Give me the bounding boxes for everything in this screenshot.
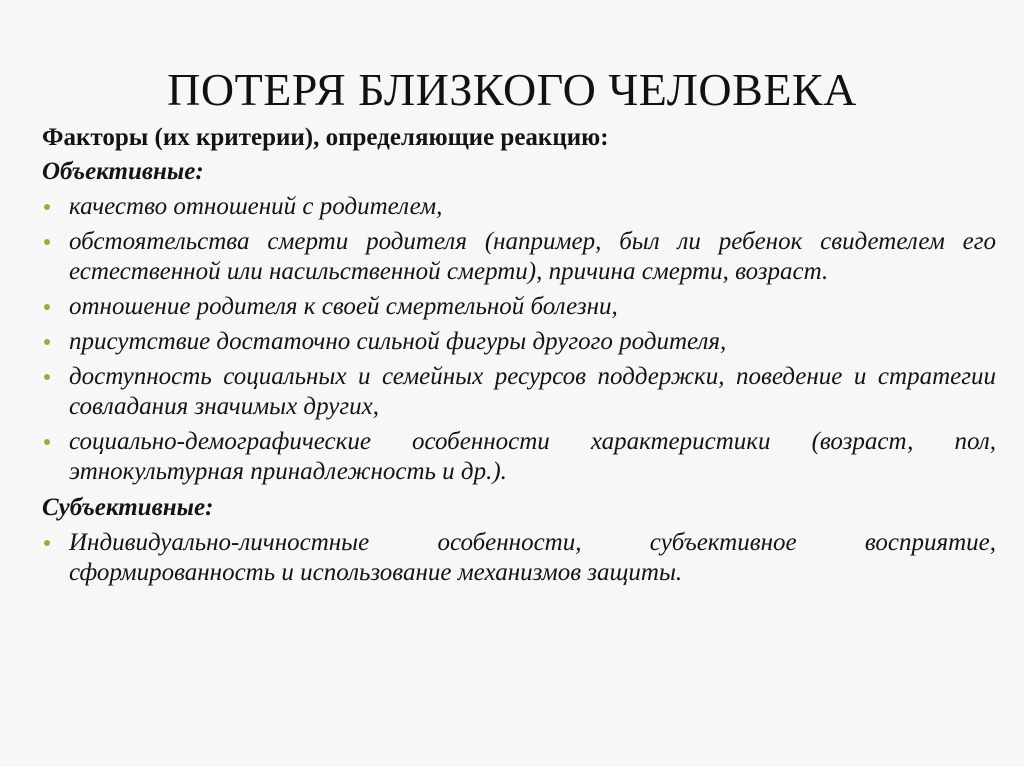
slide-title: ПОТЕРЯ БЛИЗКОГО ЧЕЛОВЕКА [167,64,857,115]
list-item [42,327,996,357]
list-item-text: Индивидуально-личностные особенности, субъективное восприятие, сформированность и использование механизмов защиты. [69,529,996,586]
list-item-text: качество отношений с родителем, [69,193,443,220]
list-item [42,528,996,588]
bullet-icon [44,540,50,546]
bullet-icon [44,239,50,245]
bullet-icon [44,439,50,445]
objective-list [42,192,996,487]
list-item [42,292,996,322]
bullet-icon [44,204,50,210]
list-item [42,427,996,487]
list-item-text: отношение родителя к своей смертельной болезни, [69,293,618,320]
list-item [42,227,996,287]
bullet-icon [44,374,50,380]
subjective-list [42,528,996,588]
list-item-text: доступность социальных и семейных ресурсов поддержки, поведение и стратегии совладания значимых других, [69,363,996,420]
list-item-text: обстоятельства смерти родителя (например, был ли ребенок свидетелем его естественной или насильственной смерти), причина смерти, возраст. [69,228,996,285]
subjective-label: Субъективные: [42,494,214,521]
list-item-text: присутствие достаточно сильной фигуры другого родителя, [69,328,727,355]
list-item [42,192,996,222]
factors-heading: Факторы (их критерии), определяющие реакцию: [42,124,609,151]
slide-content [42,123,996,594]
list-item [42,362,996,422]
objective-label: Объективные: [42,158,204,185]
bullet-icon [44,339,50,345]
list-item-text: социально-демографические особенности характеристики (возраст, пол, этнокультурная принадлежность и др.). [69,428,996,485]
bullet-icon [44,304,50,310]
